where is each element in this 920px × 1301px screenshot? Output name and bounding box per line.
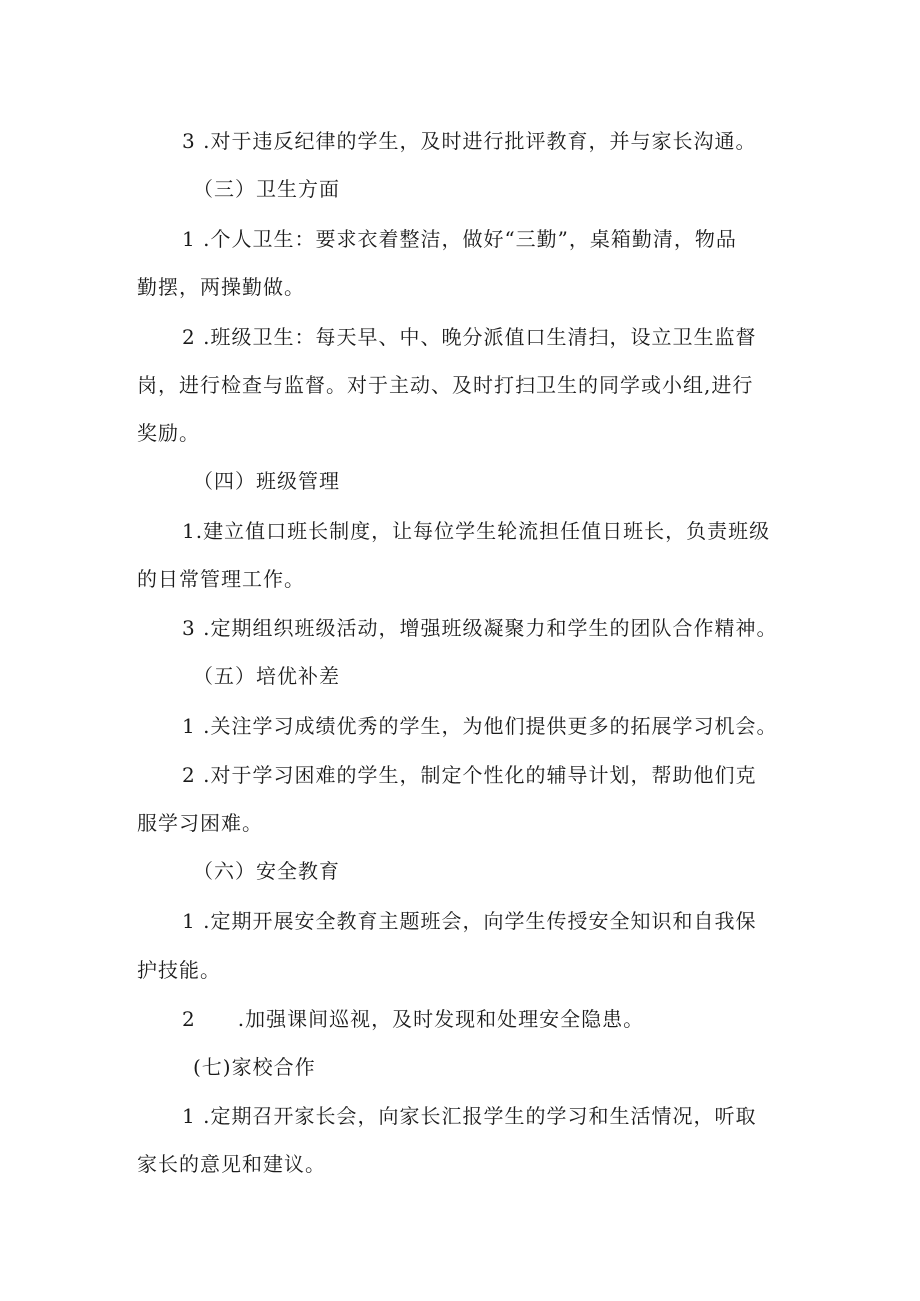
paragraph-hygiene-1-cont: 勤摆，两操勤做。	[137, 275, 305, 299]
paragraph-safety-2: 2 .加强课间巡视，及时发现和处理安全隐患。	[182, 1007, 645, 1031]
paragraph-safety-1: 1 .定期开展安全教育主题班会，向学生传授安全知识和自我保	[182, 909, 757, 933]
paragraph-hygiene-2-cont: 岗，进行检查与监督。对于主动、及时打扫卫生的同学或小组,进行	[137, 373, 754, 397]
paragraph-tutoring-1: 1 .关注学习成绩优秀的学生，为他们提供更多的拓展学习机会。	[182, 714, 778, 738]
paragraph-hygiene-1: 1 .个人卫生：要求衣着整洁，做好“三勤”，桌箱勤清，物品	[182, 227, 737, 251]
paragraph-hygiene-2: 2 .班级卫生：每天早、中、晚分派值口生清扫，设立卫生监督	[182, 325, 757, 349]
section-heading-class-management: （四）班级管理	[193, 469, 340, 493]
paragraph-management-1-cont: 的日常管理工作。	[137, 567, 305, 591]
paragraph-tutoring-2-cont: 服学习困难。	[137, 811, 263, 835]
section-heading-hygiene: （三）卫生方面	[193, 177, 340, 201]
paragraph-home-school-1-cont: 家长的意见和建议。	[137, 1152, 326, 1176]
paragraph-safety-1-cont: 护技能。	[137, 958, 221, 982]
paragraph-management-3: 3 .定期组织班级活动，增强班级凝聚力和学生的团队合作精神。	[182, 616, 778, 640]
section-heading-safety: （六）安全教育	[193, 859, 340, 883]
paragraph-hygiene-2-end: 奖励。	[137, 421, 200, 445]
paragraph-management-1: 1.建立值口班长制度，让每位学生轮流担任值日班长，负责班级	[182, 519, 771, 543]
paragraph-discipline-3: 3 .对于违反纪律的学生，及时进行批评教育，并与家长沟通。	[182, 129, 757, 153]
section-heading-home-school: (七)家校合作	[193, 1055, 316, 1079]
paragraph-home-school-1: 1 .定期召开家长会，向家长汇报学生的学习和生活情况，听取	[182, 1104, 757, 1128]
paragraph-tutoring-2: 2 .对于学习困难的学生，制定个性化的辅导计划，帮助他们克	[182, 763, 757, 787]
section-heading-tutoring: （五）培优补差	[193, 664, 340, 688]
